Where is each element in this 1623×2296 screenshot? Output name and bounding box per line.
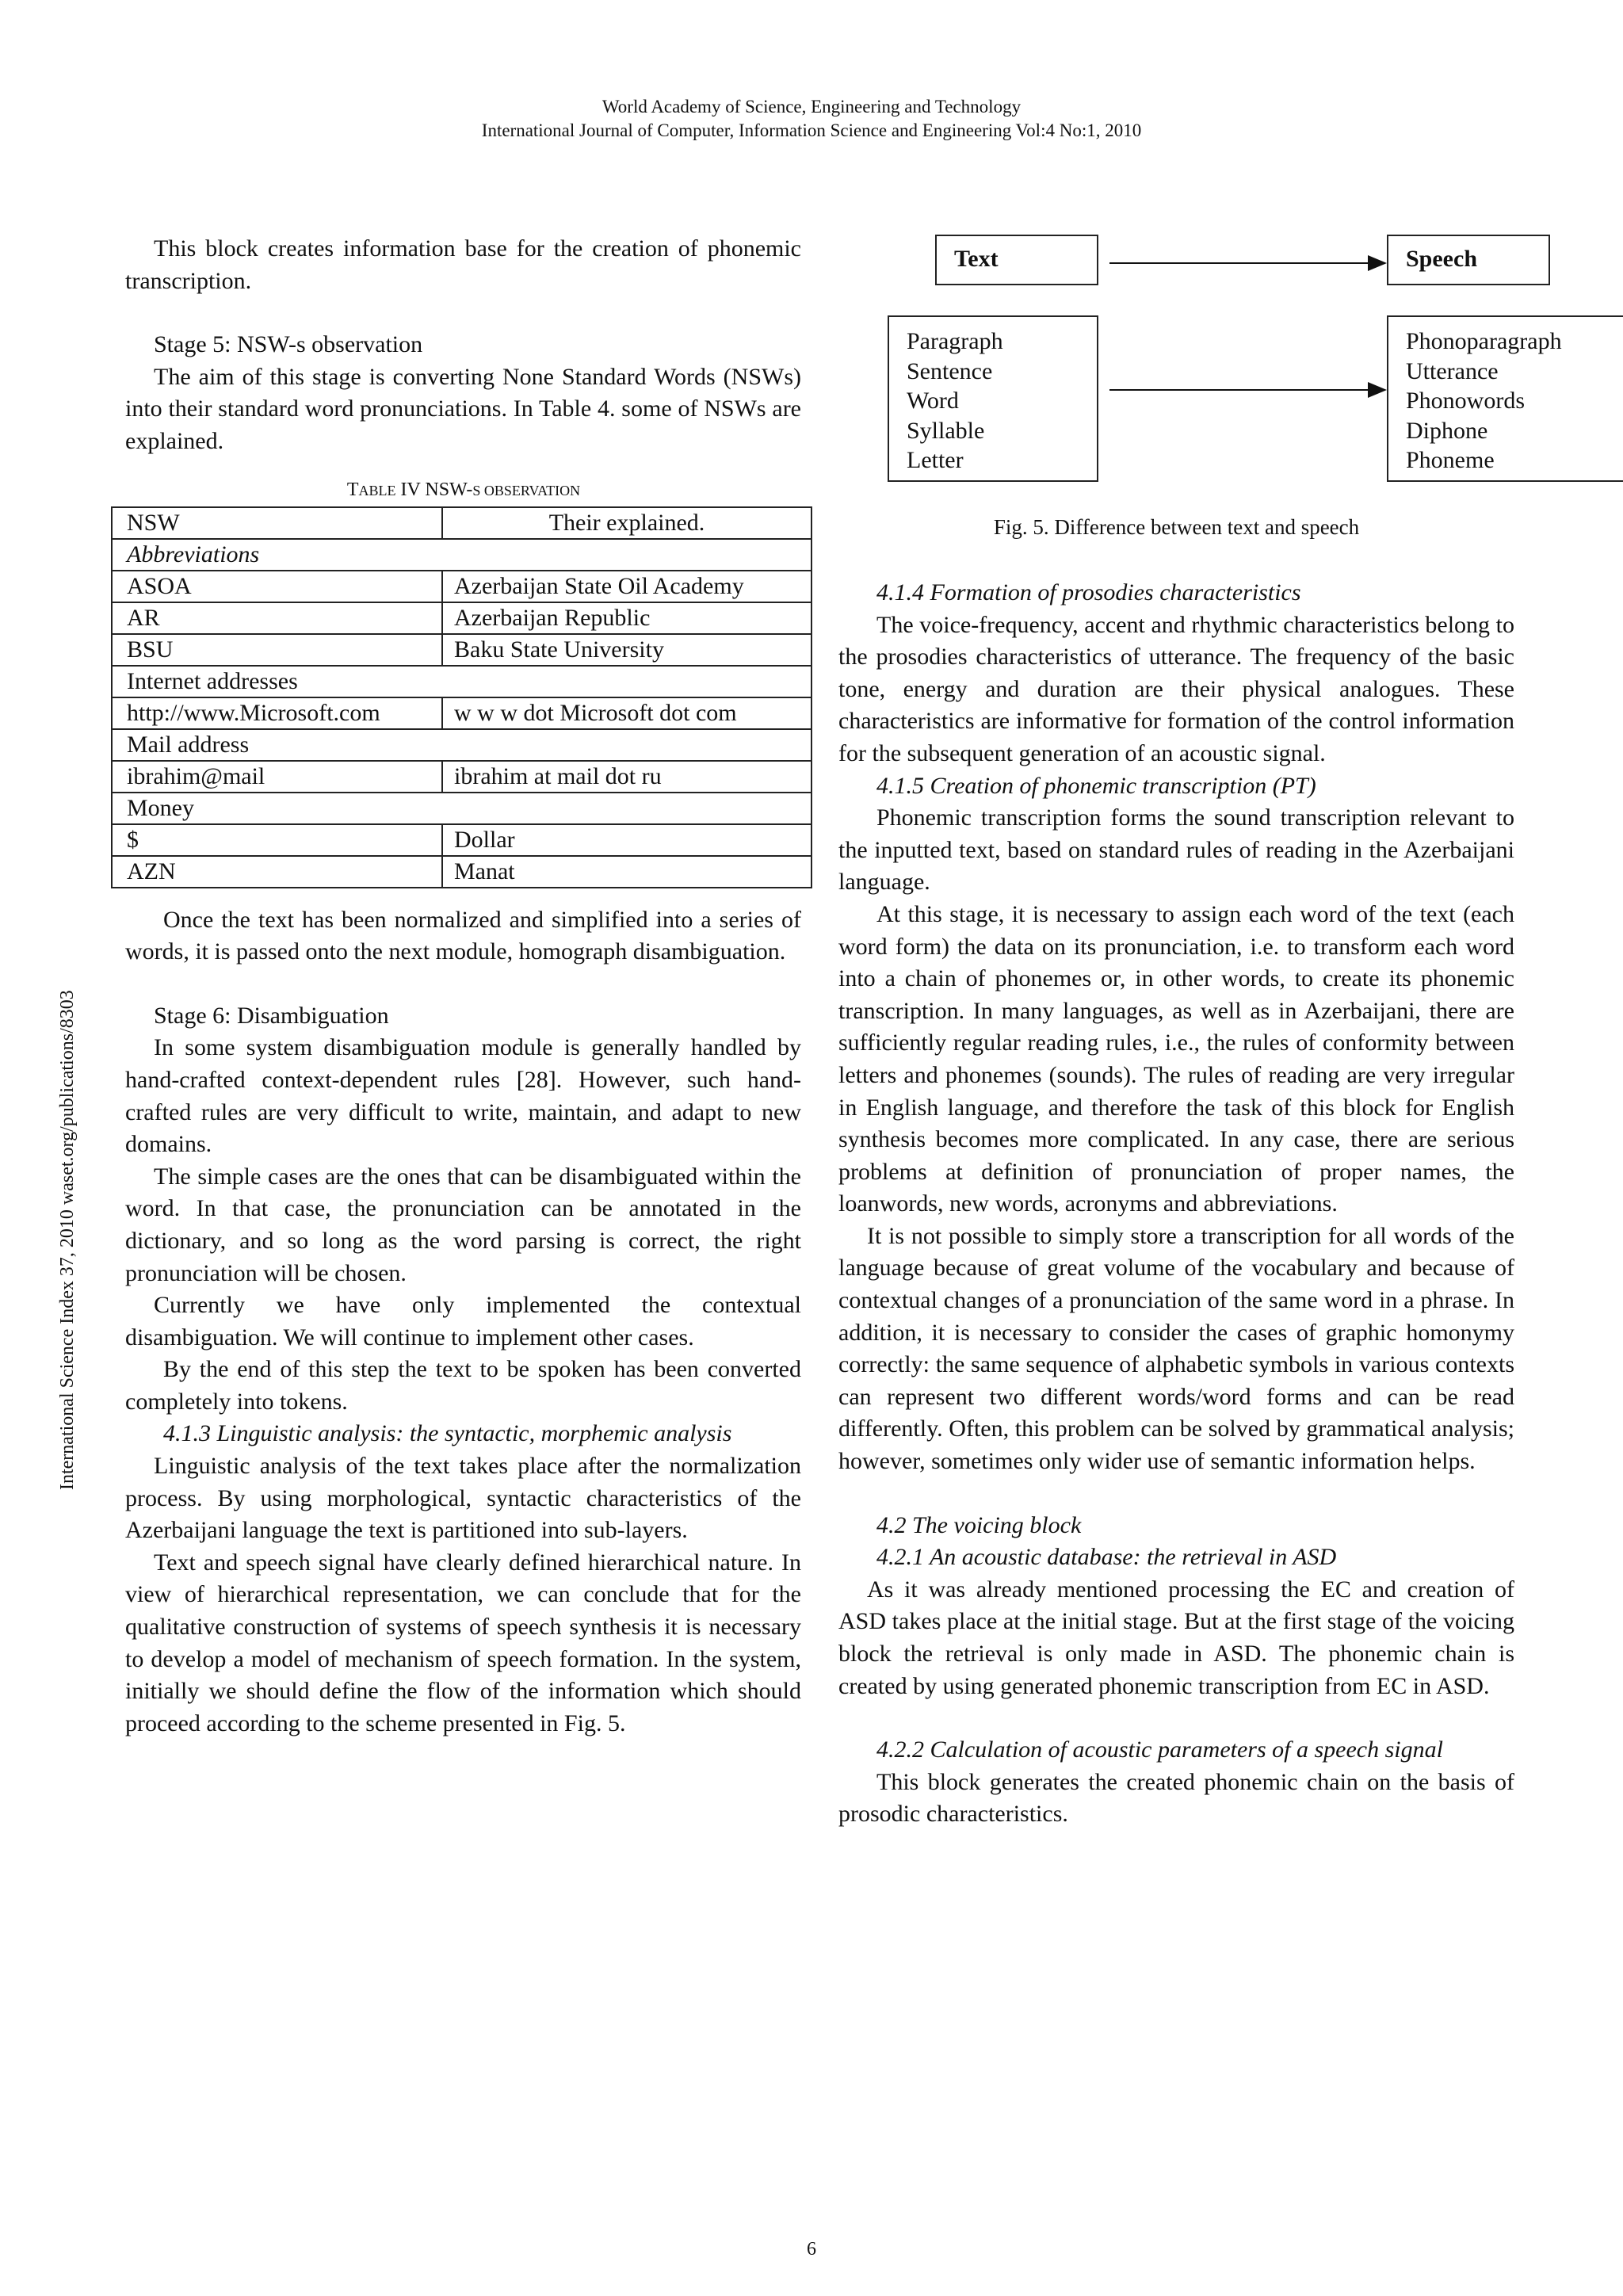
table-row [112,856,812,888]
table-row [112,761,812,793]
journal-header-line-1: World Academy of Science, Engineering and Technology [601,97,1022,117]
table-cell: $ [112,824,442,856]
paragraph-normalized: Once the text has been normalized and simplified into a series of words, it is passed onto the next module, homograph disambiguation. [125,906,801,965]
speech-unit: Phonoparagraph [1406,328,1562,354]
section-4-2-2-title: 4.2.2 Calculation of acoustic parameters of a speech signal [876,1736,1443,1763]
table-row [112,824,812,856]
section-4-1-3-paragraph-2: Text and speech signal have clearly defined hierarchical nature. In view of hierarchical representation, we can conclude that for the qualitative construction of systems of speech synthesis it is necessary to develop a model of mechanism of speech formation. In the system, initially we should define the flow of the information which should proceed according to the scheme presented in Fig. 5. [125,1549,801,1736]
stage5-text: The aim of this stage is converting None Standard Words (NSWs) into their standard word pronunciations. In Table 4. some of NSWs are explained. [125,363,801,454]
section-4-1-3-paragraph-1: Linguistic analysis of the text takes place after the normalization process. By using morphological, syntactic characteristics of the Azerbaijani language the text is partitioned into sub-layers. [125,1453,801,1544]
speech-unit: Utterance [1406,357,1499,384]
table-cell: AR [112,602,442,634]
table-section-row [112,729,812,761]
nsw-table [111,506,812,888]
table-header-row [112,507,812,539]
table-cell: ibrahim at mail dot ru [442,761,812,793]
figure-caption: Fig. 5. Difference between text and speech [993,515,1360,539]
figure-5-diagram [888,235,1562,496]
table-cell: Baku State University [442,634,812,666]
section-4-2-title: 4.2 The voicing block [876,1511,1082,1538]
section-4-2-1-paragraph: As it was already mentioned processing the EC and creation of ASD takes place at the initial stage. But at the first stage of the voicing block the retrieval is only made in ASD. The phonemic chain is created by using generated phonemic transcription from EC in ASD. [838,1576,1514,1699]
table-row [112,571,812,602]
speech-unit: Phoneme [1406,447,1495,473]
table-header-cell: NSW [112,507,442,539]
table-section-row [112,539,812,571]
section-4-1-4-paragraph: The voice-frequency, accent and rhythmic characteristics belong to the prosodies characteristics of utterance. The frequency of the basic tone, energy and duration are their physical analogues. These characteristics are informative for formation of the control information for the subsequent generation of an acoustic signal. [838,611,1514,766]
stage6-paragraph-3: Currently we have only implemented the contextual disambiguation. We will continue to implement other cases. [125,1292,801,1350]
table-section-cell: Abbreviations [112,539,812,571]
table-section-row [112,666,812,697]
section-4-1-5-paragraph-2: At this stage, it is necessary to assign each word of the text (each word form) the data on its pronunciation, i.e. to transform each word into a chain of phonemes or, in other words, to create its phonemic transcription. In many languages, as well as in Azerbaijani, there are sufficiently regular reading rules, i.e., the rules of conformity between letters and phonemes (sounds). The rules of reading are very irregular in English language, and therefore the task of this block for English synthesis becomes more complicated. In any case, there are serious problems at definition of pronunciation of proper names, the loanwords, new words, acronyms and abbreviations. [838,900,1514,1217]
table-cell: Manat [442,856,812,888]
stage6-paragraph-1: In some system disambiguation module is generally handled by hand-crafted context-dependent rules [28]. However, such hand-crafted rules are very difficult to write, maintain, and adapt to new domains. [125,1034,801,1158]
speech-box: Speech [1387,235,1550,285]
text-unit: Word [907,388,959,414]
paragraph-info-base: This block creates information base for the creation of phonemic transcription. [125,235,801,294]
stage6-paragraph-4: By the end of this step the text to be spoken has been converted completely into tokens. [125,1356,801,1415]
right-column [838,577,1514,1831]
table-cell: AZN [112,856,442,888]
page-number: 6 [807,2239,816,2260]
section-4-1-5-title: 4.1.5 Creation of phonemic transcription (PT) [876,772,1316,799]
table-cell: ASOA [112,571,442,602]
section-4-1-4-title: 4.1.4 Formation of prosodies characteristics [876,579,1301,606]
table-cell: Dollar [442,824,812,856]
text-unit: Sentence [907,357,993,384]
speech-unit: Phonowords [1406,388,1526,414]
stage6-paragraph-2: The simple cases are the ones that can be disambiguated within the word. In that case, the pronunciation can be annotated in the dictionary, and so long as the word parsing is correct, the right pronunciation will be chosen. [125,1163,801,1286]
text-unit: Paragraph [907,328,1003,354]
table-header-cell: Their explained. [442,507,812,539]
table-section-cell: Mail address [112,729,812,761]
table-row [112,634,812,666]
text-unit: Letter [907,447,964,473]
section-4-1-3-title: 4.1.3 Linguistic analysis: the syntactic, morphemic analysis [163,1420,732,1447]
stage6-title: Stage 6: Disambiguation [154,1002,389,1029]
table-section-cell: Money [112,793,812,824]
table-row [112,602,812,634]
stage5-title: Stage 5: NSW-s observation [154,331,423,358]
section-4-1-5-paragraph-1: Phonemic transcription forms the sound transcription relevant to the inputted text, based on standard rules of reading in the Azerbaijani language. [838,804,1514,896]
speech-unit: Diphone [1406,417,1488,444]
section-4-1-5-paragraph-3: It is not possible to simply store a transcription for all words of the language because of great volume of the vocabulary and because of contextual changes of a pronunciation of the same word in a phrase. In addition, it is necessary to consider the cases of graphic homonymy correctly: the same sequence of alphabetic symbols in various contexts can represent two different words/word forms and can be read differently. Often, this problem can be solved by grammatical analysis; however, sometimes only wider use of semantic information helps. [838,1222,1514,1475]
table-section-row [112,793,812,824]
table-cell: BSU [112,634,442,666]
table-cell: http://www.Microsoft.com [112,697,442,729]
section-4-2-1-title: 4.2.1 An acoustic database: the retrieval in ASD [876,1544,1337,1571]
journal-header-line-2: International Journal of Computer, Information Science and Engineering Vol:4 No:1, 2010 [481,120,1142,140]
table-section-cell: Internet addresses [112,666,812,697]
section-4-2-2-paragraph: This block generates the created phonemic chain on the basis of prosodic characteristics. [838,1768,1514,1828]
side-index-note: International Science Index 37, 2010 waset.org/publications/8303 [57,990,78,1490]
table-cell: ibrahim@mail [112,761,442,793]
table-cell: w w w dot Microsoft dot com [442,697,812,729]
table-row [112,697,812,729]
text-box: Text [935,235,1098,285]
table-cell: Azerbaijan Republic [442,602,812,634]
table-caption: TABLE IV NSW-S OBSERVATION [346,479,581,500]
text-unit: Syllable [907,417,985,444]
table-cell: Azerbaijan State Oil Academy [442,571,812,602]
left-column [125,233,801,1740]
figure-arrows [888,235,1498,496]
